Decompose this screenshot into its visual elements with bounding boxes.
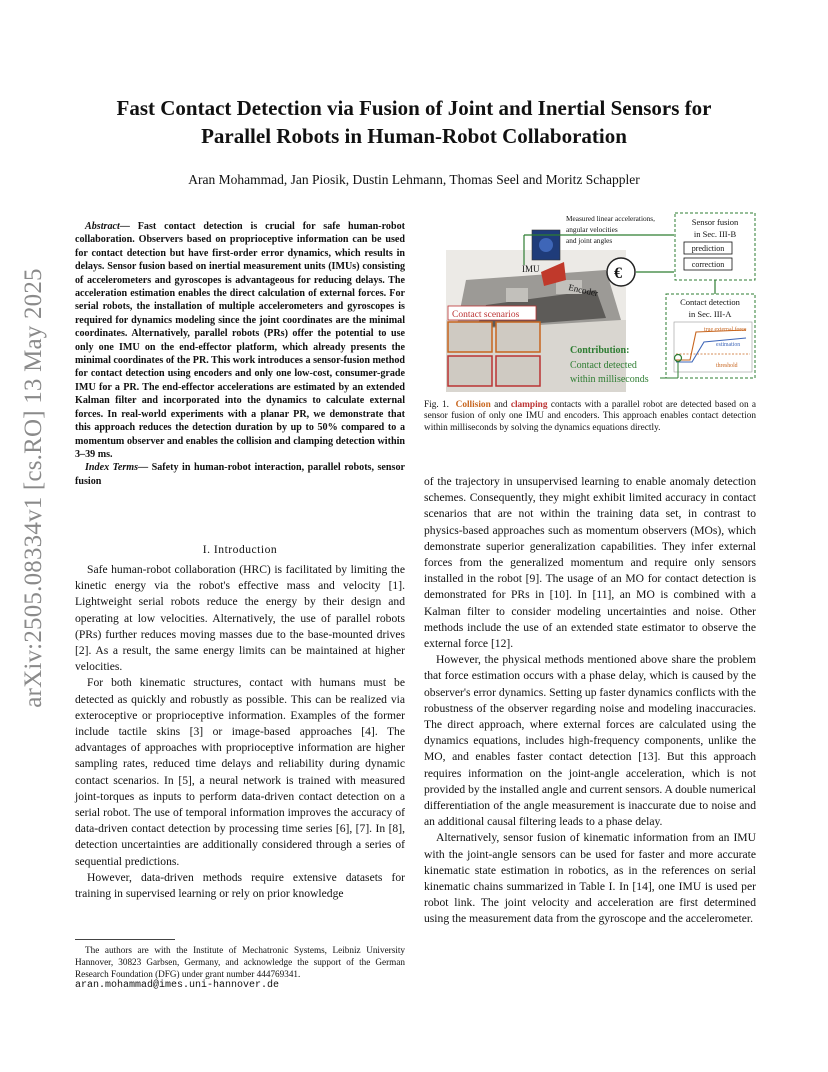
arxiv-stamp bbox=[14, 268, 54, 708]
title-line-2: Parallel Robots in Human-Robot Collaboration bbox=[201, 124, 627, 148]
contribution-line-1: Contact detected bbox=[570, 360, 637, 371]
imu-label: IMU bbox=[522, 264, 540, 274]
thumbnail bbox=[448, 322, 492, 352]
thumbnail bbox=[496, 322, 540, 352]
correction-label: correction bbox=[691, 260, 725, 269]
footnote-email: aran.mohammad@imes.uni-hannover.de bbox=[75, 980, 280, 992]
index-terms-label: Index Terms bbox=[85, 462, 139, 474]
caption-prefix: Fig. 1. bbox=[424, 400, 449, 410]
arxiv-id: arXiv:2505.08334v1 [cs.RO] 13 May 2025 bbox=[20, 268, 47, 708]
figure-1 bbox=[446, 210, 758, 392]
figure-caption bbox=[424, 400, 756, 434]
angular-label: angular velocities bbox=[566, 225, 618, 234]
imu-chip-detail bbox=[539, 238, 553, 252]
paragraph: However, the physical methods mentioned above share the problem that force estimation occurs with a phase delay, which is caused by the observer's error dynamics. Setting up faster dynamics conflicts with the robustness of the observer regarding noise and modeling inaccuracies. The direct approach, where external forces are calculated using the dynamics equations, includes high-frequency components, unlike the MO, and enables faster contact detection [13]. But this approach requires information on the joint-angle acceleration, which is not provided by the installed angle and current sensors. A double numerical differentiation of the angle measurement is inaccurate due to noise and an additional causal filtering leads to a phase delay. bbox=[424, 653, 756, 829]
right-column-body bbox=[424, 474, 756, 928]
author-list: Aran Mohammad, Jan Piosik, Dustin Lehmann, Thomas Seel and Moritz Schappler bbox=[188, 172, 640, 187]
detect-title-2: in Sec. III-A bbox=[688, 309, 732, 319]
paragraph: Safe human-robot collaboration (HRC) is facilitated by limiting the kinetic energy via the robot's effective mass and velocity [1]. Lightweight serial robots reduce the energy by their design and operating at low velocities. Alternatively, the use of parallel robots (PRs) further reduces moving masses due to the base-mounted drives [2]. As a result, the same energy limits can be maintained at higher velocities. bbox=[75, 563, 405, 674]
encoder-symbol: € bbox=[614, 265, 622, 282]
abstract-text: — Fast contact detection is crucial for safe human-robot collaboration. Observers based on proprioceptive information can be used for contact detection but have first-order error dynamics, which results in delays. Sensor fusion based on inertial measurement units (IMUs) consisting of accelerometers and gyroscopes is advantageous for reducing delays. The acceleration estimation enables the direct calculation of external forces. For serial robots, the installation of multiple accelerometers and gyroscopes is required for dynamics modeling since the joint coordinates are the minimal coordinates. Alternatively, parallel robots (PRs) offer the potential to use only one IMU on the end-effector platform, which already presents the minimal coordinates of the PR. This work introduces a sensor-fusion method for contact detection using encoders and only one low-cost, consumer-grade IMU for a PR. The end-effector accelerations are estimated by an extended Kalman filter and incorporated into the dynamics to calculate external forces. In real-world experiments with a planar PR, we demonstrate that this approach reduces the detection duration by up to 50% compared to a momentum observer and enables the collision and clamping detection within 3–39 ms. bbox=[75, 221, 405, 460]
detect-title-1: Contact detection bbox=[680, 297, 740, 307]
plot-threshold-label: threshold bbox=[716, 363, 738, 369]
paragraph: For both kinematic structures, contact with humans must be detected as quickly and robustly as possible. This can be realized via exteroceptive or proprioceptive information. Examples of the former include tactile skins [3] or image-based approaches [4]. The advantages of approaches with proprioceptive information are higher sampling rates, reduced time delays and reliability during dynamic contact scenarios. In [5], a neural network is trained with measured joint-torques as inputs to perform data-driven contact detection on a serial robot. The use of temporal information improves the accuracy of data-driven contact detection by processing time series [6], [7]. In [8], detection uncertainties are additionally considered through a series of sequential predictions. bbox=[75, 676, 405, 868]
caption-collision: Collision bbox=[455, 400, 491, 410]
title-line-1: Fast Contact Detection via Fusion of Joint and Inertial Sensors for bbox=[116, 96, 712, 120]
caption-and: and bbox=[494, 400, 508, 410]
plot-force-label: true external force bbox=[704, 327, 747, 333]
fusion-title-1: Sensor fusion bbox=[691, 217, 739, 227]
contribution-title: Contribution: bbox=[570, 345, 630, 356]
abstract-label: Abstract bbox=[85, 221, 120, 232]
caption-text: contacts with a parallel robot are detected based on a sensor fusion of only one IMU and encoders. This approach enables contact detection within milliseconds by solving the dynamics equations directly. bbox=[424, 400, 757, 433]
paragraph: Alternatively, sensor fusion of kinematic information from an IMU with the joint-angle sensors can be used for faster and more accurate kinematic state estimation in robotics, as in the references on serial kinematic chains summarized in Table I. In [14], one IMU is used per robot link. The joint velocity and acceleration are first determined using the measurement data from the gyroscope and the accelerometer. bbox=[424, 831, 756, 926]
footnote-text: The authors are with the Institute of Mechatronic Systems, Leibniz University Hannover, 30823 Garbsen, Germany, and acknowledge the support of the German Research Foundation (DFG) under grant number 444769341. bbox=[75, 945, 405, 979]
paper-title bbox=[60, 94, 768, 150]
thumbnail bbox=[496, 356, 540, 386]
robot-link bbox=[506, 288, 528, 302]
measured-label: Measured linear accelerations, bbox=[566, 214, 655, 223]
section-heading: I. Introduction bbox=[202, 543, 278, 556]
index-terms-text: — Safety in human-robot interaction, parallel robots, sensor fusion bbox=[75, 462, 405, 487]
abstract bbox=[75, 220, 405, 488]
contact-scenarios-label: Contact scenarios bbox=[452, 310, 520, 320]
plot-estimation-label: estimation bbox=[716, 342, 741, 348]
footnote bbox=[75, 945, 405, 992]
encoder-label: Encoder bbox=[567, 282, 599, 299]
left-column-body bbox=[75, 562, 405, 902]
caption-clamping: clamping bbox=[510, 400, 548, 410]
contribution-line-2: within milliseconds bbox=[570, 374, 649, 385]
thumbnail bbox=[448, 356, 492, 386]
joint-label: and joint angles bbox=[566, 236, 613, 245]
prediction-label: prediction bbox=[691, 244, 725, 253]
paragraph: However, data-driven methods require extensive datasets for training in supervised learning or rely on prior knowledge bbox=[75, 870, 405, 901]
footnote-rule bbox=[75, 939, 175, 940]
paragraph: of the trajectory in unsupervised learning to enable anomaly detection schemes. Consequently, they might exhibit limited accuracy in contact scenarios that are not within the training data set, in contrast to physics-based approaches such as momentum observers (MOs), which demonstrate superior generalization capabilities. They infer external forces from the generalized momentum and require only sensors installed in the robot [9]. The usage of an MO for contact detection is demonstrated for PRs in [10]. In [11], an MO is combined with a Kalman filter to consider modeling uncertainties and noise. Other methods include the use of an extended state estimator to observe the external force [12]. bbox=[424, 475, 756, 651]
fusion-title-2: in Sec. III-B bbox=[693, 229, 737, 239]
